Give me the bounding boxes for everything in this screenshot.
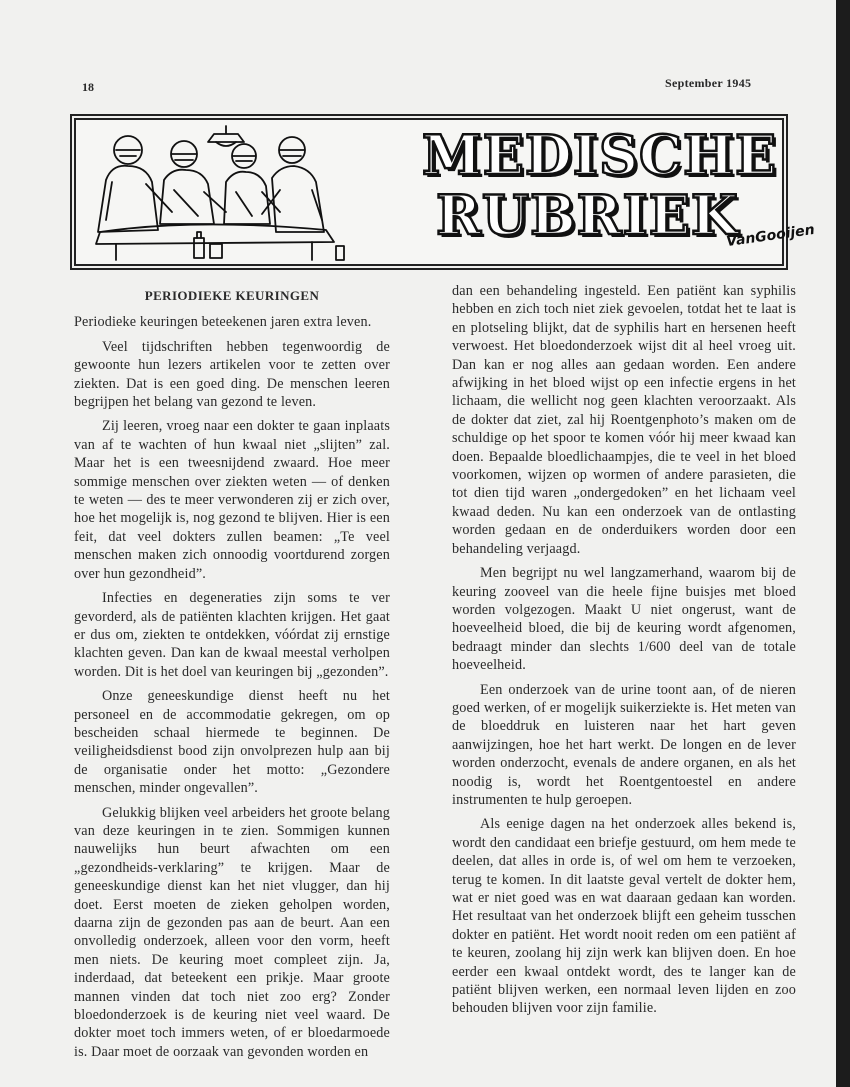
page-number: 18 xyxy=(82,80,94,94)
surgeons-illustration xyxy=(76,120,416,268)
banner-title-line1: MEDISCHE xyxy=(422,123,778,187)
paragraph: Als eenige dagen na het onderzoek alles bekend is, wordt den candidaat een briefje gestuurd, om hem mede te deelen, dat alles in orde is, of wel om hem te verzoeken, terug te komen. In dit laatste geval vertelt de dokter hem, wat er niet goed was en wat daaraan gedaan kan worden. Het resultaat van het onderzoek blijft een geheim tusschen dokter en patiënt. Het wordt nooit reden om een patiënt af te keuren, zoolang hij zijn werk kan blijven doen. En hoe eerder een kwaal ontdekt wordt, des te langer kan de patiënt blijven werken, een normaal leven lijden en zoo behouden blijven voor zijn familie. xyxy=(452,816,796,1017)
banner-title-line2: RUBRIEK xyxy=(436,183,739,247)
paragraph: Infecties en degeneraties zijn soms te ver gevorderd, als de patiënten klachten krijgen. Het gaat er dus om, ziekten te ontdekken, vóórdat zij ernstige klachten geven. Dan kan de kwaal meestal verholpen worden. Dit is het doel van keuringen bij „gezonden”. xyxy=(74,590,390,680)
paragraph: Men begrijpt nu wel langzamerhand, waarom bij de keuring zooveel van die heele fijne buisjes met bloed worden volgezogen. Maakt U niet ongerust, want de hoeveelheid bloed, die bij de keuring wordt afgenomen, bedraagt minder dan slechts 1/600 deel van de totale hoeveelheid. xyxy=(452,565,796,674)
banner-frame xyxy=(74,118,816,266)
paragraph: Zij leeren, vroeg naar een dokter te gaan inplaats van af te wachten of hun kwaal niet „slijten” zal. Maar het is een tweesnijdend zwaard. Hoe meer sommige menschen over ziekten weten — of denken te weten — des te meer verwonderen zij er zich over, hoe het mogelijk is, nog gezond te blijven. Hier is een feit, dat veel dokters zullen beamen: „Te veel menschen maken zich onnoodig voortdurend zorgen over hun gezondheid”. xyxy=(74,418,390,582)
paragraph: Onze geneeskundige dienst heeft nu het personeel en de accommodatie gekregen, om op bescheiden schaal hiermede te beginnen. De veiligheidsdienst bood zijn onvolprezen hulp aan bij de organisatie onder het motto: „Gezondere menschen, minder ongevallen”. xyxy=(74,688,390,797)
paragraph: Veel tijdschriften hebben tegenwoordig de gewoonte hun lezers artikelen voor te zetten over ziekten. Dat is een goed ding. De menschen leeren begrijpen het belang van gezond te leven. xyxy=(74,338,390,411)
paragraph: Een onderzoek van de urine toont aan, of de nieren goed werken, of er mogelijk suikerziekte is. Het meten van de bloeddruk en luisteren naar het hart geven aanwijzingen, hoe het hart werkt. De longen en de lever worden onderzocht, evenals de andere organen, en als het noodig is, wordt het Roentgentoestel en andere instrumenten te hulp geroepen. xyxy=(452,681,796,808)
page-edge xyxy=(836,0,850,1087)
artist-signature: VanGooijen xyxy=(725,221,816,251)
article-heading: PERIODIEKE KEURINGEN xyxy=(144,288,320,303)
article-column-left xyxy=(74,287,390,1067)
paragraph: Gelukkig blijken veel arbeiders het groote belang van deze keuringen in te zien. Sommigen kunnen nauwelijks hun beurt afwachten om een „gezondheids-verklaring” te krijgen. Maar de geneeskundige dienst kan het niet vlugger, dan hij doet. Eerst moeten de zieken geholpen worden, daarna zijn de gezonden pas aan de beurt. Aan een onvolledig onderzoek, alleen voor den vorm, heeft men niets. De keuring moet compleet zijn. Ja, inderdaad, dat beteekent een prikje. Maar groote mannen vinden dat toch niet zoo erg? Zonder bloedonderzoek is de keuring niet veel waard. De dokter moet toch immers weten, of er bloedarmoede is. Daar moet de oorzaak van gevonden worden en xyxy=(74,804,390,1060)
issue-date: September 1945 xyxy=(665,76,752,90)
paragraph: dan een behandeling ingesteld. Een patiënt kan syphilis hebben en zich toch niet ziek gevoelen, totdat het te laat is en plotseling blijkt, dat de syphilis hart en hersenen heeft verwoest. Het bloedonderzoek wijst dit al heel vroeg uit. Dan kan er nog alles aan gedaan worden. Een andere afwijking in het bloed wijst op een infectie ergens in het lichaam, die wellicht nog geen klachten veroorzaakt. Als de dokter dat ziet, zal hij Roentgenphoto’s maken om de schuldige op het spoor te komen vóór hij meer kwaad kan doen. Bepaalde bloedlichaampjes, die te veel in het bloed voorkomen, wijzen op wormen of andere parasieten, die tot dien tijd waren „ondergedoken” en het lichaam veel kwaad deden. Nu kan een onderzoek van de ontlasting worden gedaan en de onderduikers worden door een behandeling verjaagd. xyxy=(452,283,796,557)
article-column-right xyxy=(452,282,796,1024)
paragraph: Periodieke keuringen beteekenen jaren extra leven. xyxy=(74,314,372,331)
section-banner xyxy=(70,114,816,270)
